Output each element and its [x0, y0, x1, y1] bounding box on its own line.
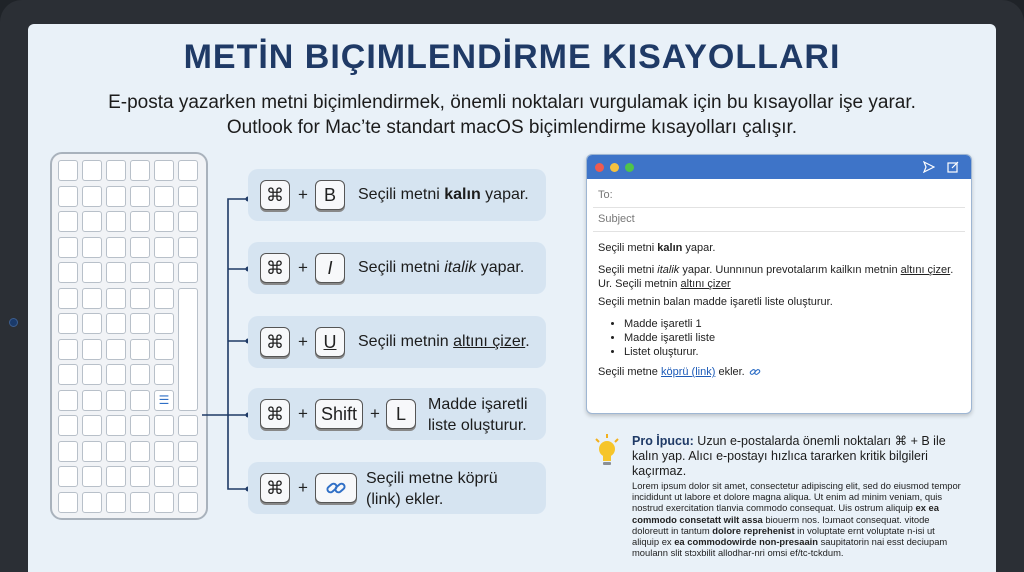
plus-sign: + — [298, 478, 308, 497]
pro-tip-text: Uzun e-postalarda önemli noktaları ⌘ + B ile kalın yap. Alıcı e-postayı hızlıca tararken kritik bilgileri kaçırmaz. — [632, 434, 946, 478]
shortcut-row-underline — [248, 316, 546, 368]
divider — [593, 231, 965, 232]
command-key: ⌘ — [260, 327, 290, 357]
body-line-italic: Seçili metni italik yapar. Uunnınun prevotalarım kailkın metnin altını çizer. Ur. Seçili metnin altını çizer — [598, 264, 954, 290]
plus-sign: + — [298, 404, 308, 423]
link-icon — [748, 367, 762, 377]
shortcut-desc-bold: Seçili metni kalın yapar. — [358, 186, 529, 203]
send-icon[interactable] — [923, 161, 935, 173]
key-u: U — [315, 327, 345, 357]
subject-field[interactable]: Subject — [598, 213, 635, 225]
body-bullet-list — [598, 317, 964, 359]
command-key: ⌘ — [260, 473, 290, 503]
minimize-dot[interactable] — [610, 163, 619, 172]
key-l: L — [386, 399, 416, 429]
shortcut-desc-list: Madde işaretli liste oluşturur. — [428, 396, 528, 434]
shortcut-row-italic — [248, 242, 546, 294]
list-item: • Listet oluşturur. — [624, 345, 964, 359]
lightbulb-icon — [594, 434, 620, 468]
command-key: ⌘ — [260, 180, 290, 210]
close-dot[interactable] — [595, 163, 604, 172]
pro-tip-label: Pro İpucu: — [632, 434, 694, 448]
plus-sign: + — [298, 258, 308, 277]
shortcut-row-bold — [248, 169, 546, 221]
key-shift: Shift — [315, 399, 363, 429]
plus-sign: + — [298, 185, 308, 204]
command-key: ⌘ — [260, 399, 290, 429]
email-body[interactable] — [598, 241, 964, 387]
list-item: • Madde işaretli liste — [624, 331, 964, 345]
subtitle-line-2: Outlook for Mac’te standart macOS biçimlendirme kısayolları çalışır. — [226, 117, 798, 138]
email-compose-window — [586, 154, 972, 414]
zoom-dot[interactable] — [625, 163, 634, 172]
shortcut-row-link — [248, 462, 546, 514]
infographic-screen — [28, 24, 996, 572]
plus-sign: + — [298, 332, 308, 351]
key-b: B — [315, 180, 345, 210]
subtitle-line-1: E-posta yazarken metni biçimlendirmek, önemli noktaları vurgulamak için bu kısayollar işe yarar. — [108, 92, 916, 113]
to-field[interactable]: To: — [598, 189, 613, 201]
camera-dot — [9, 318, 18, 327]
link-icon — [315, 473, 357, 503]
list-icon: ☰ — [154, 390, 174, 411]
divider — [593, 207, 965, 208]
key-i: I — [315, 253, 345, 283]
body-link[interactable]: köprü (link) — [660, 366, 716, 378]
list-item: • Madde işaretli 1 — [624, 317, 964, 331]
window-titlebar — [587, 155, 971, 179]
shortcut-desc-italic: Seçili metni italik yapar. — [358, 259, 525, 276]
page-title: METİN BIÇIMLENDİRME KISAYOLLARI — [183, 38, 841, 76]
shortcut-desc-link: Seçili metne köprü (link) ekler. — [366, 470, 498, 508]
plus-sign: + — [370, 404, 380, 423]
shortcut-row-list — [248, 388, 546, 440]
body-line-list: Seçili metnin balan madde işaretli liste oluşturur. — [598, 296, 833, 308]
body-line-link: Seçili metne köprü (link) ekler. — [598, 365, 964, 379]
pro-tip — [632, 434, 962, 479]
command-key: ⌘ — [260, 253, 290, 283]
lorem-paragraph: Lorem ipsum dolor sit amet, consectetur adipiscing elit, sed do eiusmod tempor incididunt ut labore et dolore magna aliqua. Ut enim ad minim veniam, quis nostrud exercitation tlanvia commodo consequat. Uis ostrum aliquip ex ea commodo consetatt wilt assa biouerm nos. Iɔɹmaot consequat. vitode doloreutt in tantum dolore reprehenist in voluptate ernt voluptate n-isi ut aliquip ex ea commodowirde non-presaain saupitatorin nai esst deciupam moulann slit stɔxbilit allodhar-nri omsi ef/tc-tckdum. — [632, 480, 961, 559]
compose-icon[interactable] — [947, 161, 959, 173]
body-line-bold: Seçili metni kalın yapar. — [598, 242, 716, 254]
shortcut-desc-underline: Seçili metnin altını çizer. — [358, 333, 530, 350]
